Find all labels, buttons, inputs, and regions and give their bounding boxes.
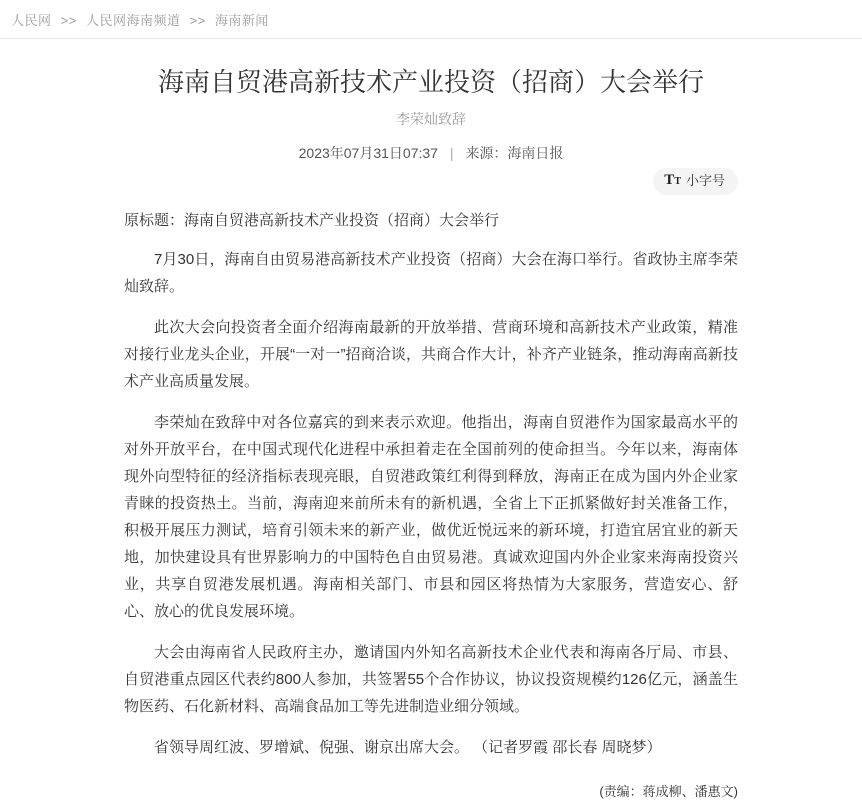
publish-date: 2023年07月31日07:37 <box>298 145 438 161</box>
font-size-icon: T T <box>664 172 681 188</box>
font-size-button[interactable] <box>653 168 738 195</box>
header-divider <box>0 38 862 39</box>
article-meta <box>124 143 738 163</box>
original-title-label: 原标题： <box>124 212 185 229</box>
page-title: 海南自贸港高新技术产业投资（招商）大会举行 <box>157 67 704 97</box>
editors-credit: (责编：蒋成柳、潘惠文) <box>599 784 738 799</box>
article-paragraph: 李荣灿在致辞中对各位嘉宾的到来表示欢迎。他指出，海南自贸港作为国家最高水平的对外开放平台，在中国式现代化进程中承担着走在全国前列的使命担当。今年以来，海南体现外向型特征的经济指标表现亮眼，自贸港政策红利得到释放，海南正在成为国内外企业家青睐的投资热土。当前，海南迎来前所未有的新机遇，全省上下正抓紧做好封关准备工作，积极开展压力测试，培育引领未来的新产业，做优近悦远来的新环境，打造宜居宜业的新天地，加快建设具有世界影响力的中国特色自由贸易港。真诚欢迎国内外企业家来海南投资兴业，共享自贸港发展机遇。海南相关部门、市县和园区将热情为大家服务，营造安心、舒心、放心的优良发展环境。 <box>124 414 738 620</box>
source-link[interactable]: 海南日报 <box>507 145 564 161</box>
article-subtitle: 李荣灿致辞 <box>396 111 466 127</box>
font-size-label: 小字号 <box>685 173 725 188</box>
breadcrumb-separator: >> <box>60 13 77 28</box>
breadcrumb-link-hainan-news[interactable]: 海南新闻 <box>214 13 269 28</box>
article-toolbar <box>124 168 738 195</box>
article-paragraph: 此次大会向投资者全面介绍海南最新的开放举措、营商环境和高新技术产业政策，精准对接行业龙头企业，开展“一对一”招商洽谈，共商合作大计，补齐产业链条，推动海南高新技术产业高质量发展。 <box>124 319 738 390</box>
article-content <box>124 65 738 800</box>
article-body <box>124 246 738 761</box>
breadcrumb-link-peoples-daily[interactable]: 人民网 <box>11 13 52 28</box>
breadcrumb-separator: >> <box>189 13 206 28</box>
article-paragraph: 大会由海南省人民政府主办，邀请国内外知名高新技术企业代表和海南各厅局、市县、自贸港重点园区代表约800人参加，共签署55个合作协议，协议投资规模约126亿元，涵盖生物医药、石化新材料、高端食品加工等先进制造业细分领域。 <box>124 644 738 715</box>
meta-separator: | <box>449 145 454 161</box>
original-title <box>124 210 738 232</box>
original-title-text: 海南自贸港高新技术产业投资（招商）大会举行 <box>184 212 500 229</box>
breadcrumb-link-hainan-channel[interactable]: 人民网海南频道 <box>85 13 181 28</box>
article-paragraph: 7月30日，海南自由贸易港高新技术产业投资（招商）大会在海口举行。省政协主席李荣灿致辞。 <box>124 251 738 295</box>
article-paragraph: 省领导周红波、罗增斌、倪强、谢京出席大会。 （记者罗霞 邵长春 周晓梦） <box>154 739 662 756</box>
breadcrumb <box>0 0 862 38</box>
source-label: 来源： <box>465 145 508 161</box>
